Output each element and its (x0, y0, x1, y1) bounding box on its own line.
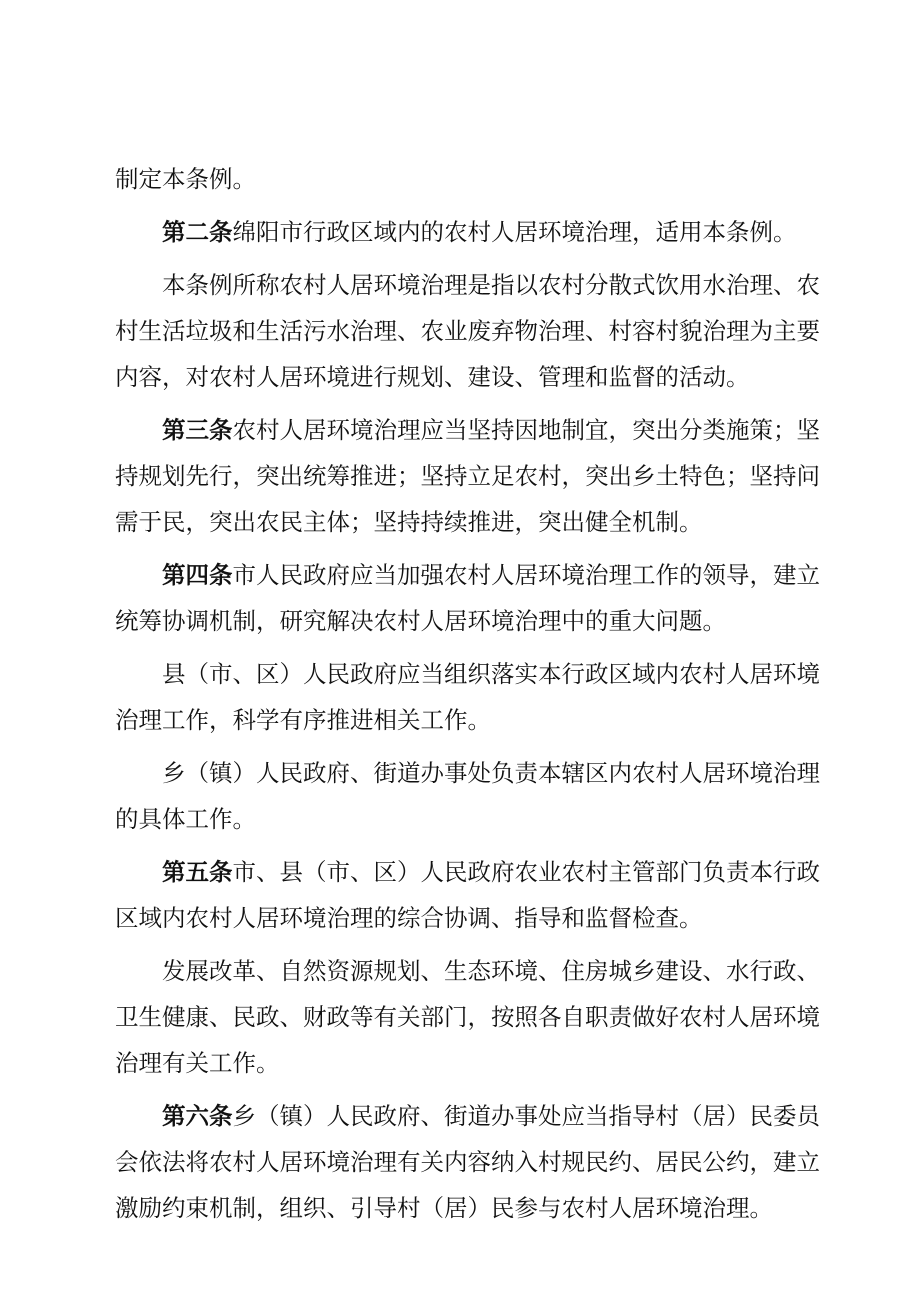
document-body (115, 156, 820, 1231)
article-text: 绵阳市行政区域内的农村人居环境治理，适用本条例。 (232, 218, 797, 246)
text-line: 治理工作，科学有序推进相关工作。 (115, 706, 491, 734)
text-line: 发展改革、自然资源规划、生态环境、住房城乡建设、水行政、 (162, 957, 820, 985)
article-3 (115, 407, 820, 545)
article-5-paragraph-2 (115, 948, 820, 1086)
text-line: 需于民，突出农民主体；坚持持续推进，突出健全机制。 (115, 508, 703, 536)
article-6 (115, 1093, 820, 1231)
article-number: 第六条 (162, 1102, 233, 1130)
text-line: 县（市、区）人民政府应当组织落实本行政区域内农村人居环境 (162, 660, 820, 688)
article-text: 农村人居环境治理应当坚持因地制宜，突出分类施策；坚 (232, 416, 820, 444)
article-4-paragraph-2 (115, 651, 820, 743)
article-number: 第三条 (162, 416, 233, 444)
text-line: 的具体工作。 (115, 805, 256, 833)
article-text: 市、县（市、区）人民政府农业农村主管部门负责本行政 (232, 858, 820, 886)
text-line: 激励约束机制，组织、引导村（居）民参与农村人居环境治理。 (115, 1194, 773, 1222)
article-text: 乡（镇）人民政府、街道办事处应当指导村（居）民委员 (232, 1102, 820, 1130)
text-line: 区域内农村人居环境治理的综合协调、指导和监督检查。 (115, 904, 703, 932)
text-line: 本条例所称农村人居环境治理是指以农村分散式饮用水治理、农 (162, 271, 820, 299)
text-line: 会依法将农村人居环境治理有关内容纳入村规民约、居民公约，建立 (115, 1148, 820, 1176)
text-line: 卫生健康、民政、财政等有关部门，按照各自职责做好农村人居环境 (115, 1003, 820, 1031)
text-line: 乡（镇）人民政府、街道办事处负责本辖区内农村人居环境治理 (162, 759, 820, 787)
text-line: 统筹协调机制，研究解决农村人居环境治理中的重大问题。 (115, 607, 726, 635)
article-4-paragraph-3 (115, 750, 820, 842)
article-number: 第四条 (162, 561, 233, 589)
text-line: 治理有关工作。 (115, 1049, 280, 1077)
text-line (115, 552, 820, 598)
text-line (115, 1093, 820, 1139)
text-line: 村生活垃圾和生活污水治理、农业废弃物治理、村容村貌治理为主要 (115, 317, 820, 345)
article-number: 第五条 (162, 858, 233, 886)
article-5 (115, 849, 820, 941)
text-line (115, 849, 820, 895)
text-line: 持规划先行，突出统筹推进；坚持立足农村，突出乡土特色；坚持问 (115, 462, 820, 490)
text-line: 内容，对农村人居环境进行规划、建设、管理和监督的活动。 (115, 363, 750, 391)
article-text: 市人民政府应当加强农村人居环境治理工作的领导，建立 (232, 561, 820, 589)
article-number: 第二条 (162, 218, 233, 246)
text-line (115, 407, 820, 453)
article-2 (115, 209, 815, 255)
text-line (115, 209, 815, 255)
article-4 (115, 552, 820, 644)
paragraph-preamble-end (115, 156, 815, 202)
article-2-paragraph-2 (115, 262, 820, 400)
text-line: 制定本条例。 (115, 165, 256, 193)
